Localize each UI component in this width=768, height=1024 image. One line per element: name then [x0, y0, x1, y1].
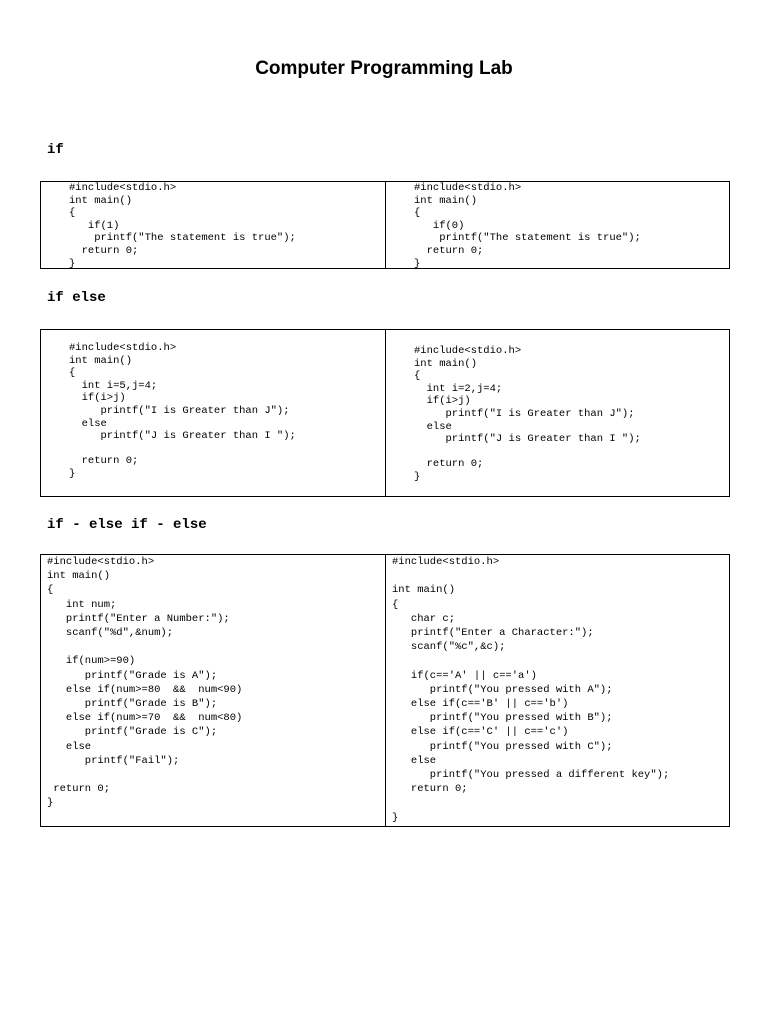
section-heading-if-else-if-else: if - else if - else	[47, 517, 207, 533]
code-block: #include<stdio.h> int main() { if(0) printf("The statement is true"); return 0; }	[414, 182, 641, 268]
page-title: Computer Programming Lab	[255, 58, 513, 79]
section-heading-if: if	[47, 142, 64, 158]
code-block: #include<stdio.h> int main() { int i=2,j=4; if(i>j) printf("I is Greater than J"); else printf("J is Greater than I "); return 0; }	[414, 345, 641, 483]
code-cell-left	[41, 330, 385, 496]
code-block: #include<stdio.h> int main() { char c; printf("Enter a Character:"); scanf("%c",&c); if(c=='A' || c=='a') printf("You pressed with A"); else if(c=='B' || c=='b') printf("You pressed with B"); else if(c=='C' || c=='c') printf("You pressed with C"); else printf("You pressed a different key"); return 0; }	[392, 556, 670, 824]
code-block: #include<stdio.h> int main() { if(1) printf("The statement is true"); return 0; }	[69, 182, 296, 268]
section-heading-if-else: if else	[47, 290, 106, 306]
code-table-if	[40, 181, 730, 269]
code-block: #include<stdio.h> int main() { int num; printf("Enter a Number:"); scanf("%d",&num); if(num>=90) printf("Grade is A"); else if(num>=80 && num<90) printf("Grade is B"); else if(num>=70 && num<80) printf("Grade is C"); else printf("Fail"); return 0; }	[47, 556, 243, 810]
code-block: #include<stdio.h> int main() { int i=5,j=4; if(i>j) printf("I is Greater than J"); else printf("J is Greater than I "); return 0; }	[69, 342, 296, 480]
code-cell-left	[41, 182, 385, 268]
code-cell-right	[385, 330, 729, 496]
code-cell-right	[385, 182, 729, 268]
code-table-if-else-if-else	[40, 554, 730, 827]
code-cell-left	[41, 555, 385, 826]
code-table-if-else	[40, 329, 730, 497]
code-cell-right	[385, 555, 729, 826]
